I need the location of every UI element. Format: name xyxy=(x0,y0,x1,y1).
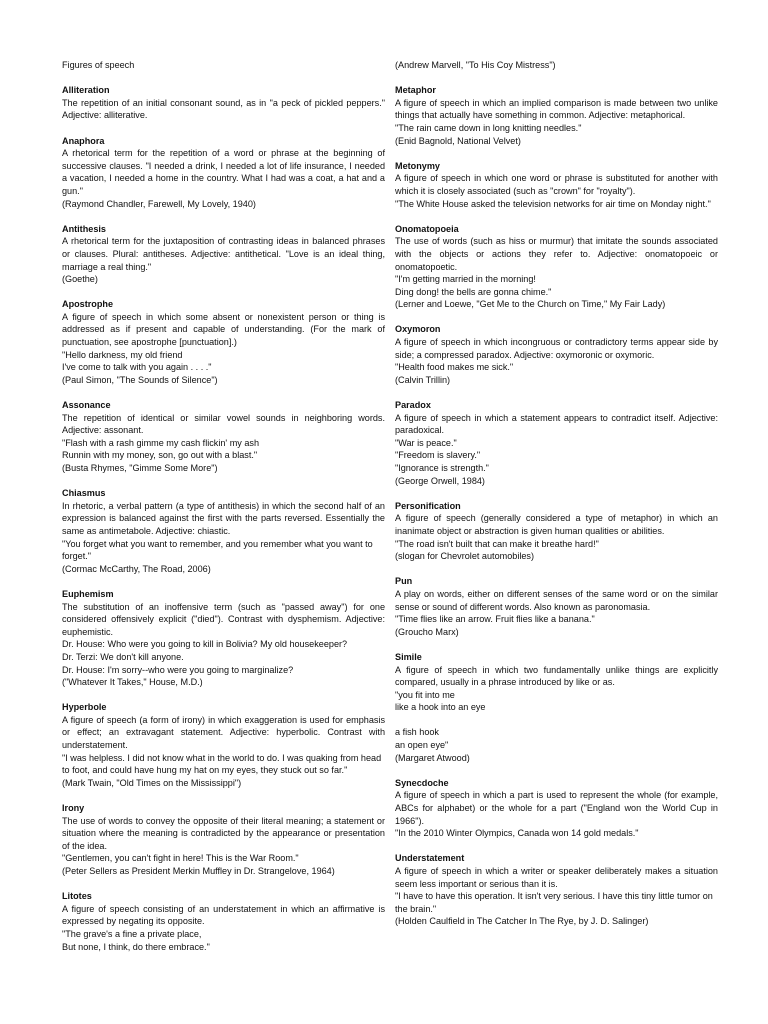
example-line: "Health food makes me sick." xyxy=(395,362,514,373)
example-line: "War is peace." xyxy=(395,437,457,448)
term-heading: Simile xyxy=(395,651,422,662)
term-definition: A figure of speech in which a writer or speaker deliberately makes a situation seem less important or serious than it is. xyxy=(395,866,718,889)
entry-understatement xyxy=(395,852,718,928)
example-line: (Raymond Chandler, Farewell, My Lovely, 1940) xyxy=(62,198,256,209)
entry-synecdoche xyxy=(395,777,718,840)
example-line: Ding dong! the bells are gonna chime." xyxy=(395,286,552,297)
term-heading: Assonance xyxy=(62,400,111,411)
example-line: (Mark Twain, "Old Times on the Mississippi") xyxy=(62,777,242,788)
right-column xyxy=(395,59,718,941)
term-definition: A figure of speech in which two fundamentally unlike things are explicitly compared, usually in a phrase introduced by like or as. xyxy=(395,664,718,688)
entry-litotes xyxy=(62,890,385,953)
example-line: "In the 2010 Winter Olympics, Canada won 14 gold medals." xyxy=(395,828,639,839)
example-line: "The White House asked the television networks for air time on Monday night." xyxy=(395,198,711,209)
entry-oxymoron xyxy=(395,323,718,386)
term-definition: In rhetoric, a verbal pattern (a type of antithesis) in which the second half of an expression is balanced against the first with the parts reversed. Essentially the same as antimetabole. Adjective: chiastic. xyxy=(62,500,385,536)
example-line: an open eye" xyxy=(395,740,449,751)
entry-assonance xyxy=(62,399,385,475)
term-definition: A figure of speech in which incongruous or contradictory terms appear side by side; a compressed paradox. Adjective: oxymoronic or oxymoric. xyxy=(395,337,718,360)
example-line: "Freedom is slavery." xyxy=(395,450,481,461)
term-heading: Euphemism xyxy=(62,588,114,599)
example-line: (slogan for Chevrolet automobiles) xyxy=(395,551,534,562)
example-line: (Busta Rhymes, "Gimme Some More") xyxy=(62,463,218,473)
term-definition: A rhetorical term for the repetition of a word or phrase at the beginning of successive clauses. "I needed a drink, I needed a lot of life insurance, I needed a vacation, I needed a home in the country. What I had was a coat, a hat and a gun." xyxy=(62,148,385,196)
entry-euphemism xyxy=(62,588,385,689)
term-heading: Apostrophe xyxy=(62,299,114,310)
term-heading: Synecdoche xyxy=(395,777,449,788)
example-line: (Groucho Marx) xyxy=(395,626,459,637)
entry-irony xyxy=(62,802,385,878)
entry-alliteration xyxy=(62,84,385,122)
example-line: (George Orwell, 1984) xyxy=(395,475,485,486)
example-line: (Margaret Atwood) xyxy=(395,752,470,763)
example-line: "you fit into me xyxy=(395,689,455,700)
term-definition: A figure of speech in which some absent or nonexistent person or thing is addressed as if present and capable of understanding. (For the mark of punctuation, see apostrophe [punctuation].) xyxy=(62,311,385,348)
term-heading: Onomatopoeia xyxy=(395,223,459,234)
entry-onomatopoeia xyxy=(395,223,718,311)
term-heading: Paradox xyxy=(395,400,431,411)
example-line: a fish hook xyxy=(395,727,439,738)
term-definition: The use of words to convey the opposite of their literal meaning; a statement or situation where the meaning is contradicted by the appearance or presentation of the idea. xyxy=(62,815,385,851)
entry-apostrophe xyxy=(62,298,385,386)
example-line: (Goethe) xyxy=(62,274,98,285)
example-line: "Time flies like an arrow. Fruit flies like a banana." xyxy=(395,614,595,625)
example-line: (Holden Caulfield in The Catcher In The Rye, by J. D. Salinger) xyxy=(395,916,649,927)
term-definition: A figure of speech (generally considered a type of metaphor) in which an inanimate object or abstraction is given human qualities or abilities. xyxy=(395,513,718,536)
example-line: "Gentlemen, you can't fight in here! This is the War Room." xyxy=(62,853,299,864)
example-line: Dr. House: Who were you going to kill in Bolivia? My old housekeeper? xyxy=(62,639,348,650)
citation-continued: (Andrew Marvell, "To His Coy Mistress") xyxy=(395,60,556,70)
example-line: But none, I think, do there embrace." xyxy=(62,941,210,952)
entry-simile xyxy=(395,651,718,764)
term-heading: Oxymoron xyxy=(395,324,441,335)
term-heading: Litotes xyxy=(62,891,92,902)
example-line: "Ignorance is strength." xyxy=(395,463,489,473)
term-heading: Metonymy xyxy=(395,160,440,171)
term-definition: The substitution of an inoffensive term (such as "passed away") for one considered offensively explicit ("died"). Contrast with dysphemism. Adjective: euphemistic. xyxy=(62,601,385,637)
example-line: Dr. Terzi: We don't kill anyone. xyxy=(62,651,184,662)
term-heading: Personification xyxy=(395,500,461,511)
term-definition: A figure of speech in which an implied comparison is made between two unlike things that actually have something in common. Adjective: metaphorical. xyxy=(395,97,718,121)
term-definition: A figure of speech consisting of an understatement in which an affirmative is expressed by negating its opposite. xyxy=(62,903,385,927)
entry-antithesis xyxy=(62,223,385,286)
entry-chiasmus xyxy=(62,487,385,575)
example-line: (Calvin Trillin) xyxy=(395,374,451,385)
example-line: "I was helpless. I did not know what in the world to do. I was quaking from head to foot, and could have hung my hat on my eyes, they stuck out so far." xyxy=(62,752,384,776)
example-line: (Enid Bagnold, National Velvet) xyxy=(395,135,521,146)
document-title: Figures of speech xyxy=(62,60,135,70)
entry-metaphor xyxy=(395,84,718,147)
example-line: (Lerner and Loewe, "Get Me to the Church on Time," My Fair Lady) xyxy=(395,299,666,310)
term-heading: Understatement xyxy=(395,853,465,864)
term-heading: Chiasmus xyxy=(62,488,106,499)
example-line: "The grave's a fine a private place, xyxy=(62,928,202,939)
term-definition: A figure of speech (a form of irony) in which exaggeration is used for emphasis or effect; an extravagant statement. Adjective: hyperbolic. Contrast with understatement. xyxy=(62,714,385,751)
example-line: "Hello darkness, my old friend xyxy=(62,349,183,360)
example-line: (Paul Simon, "The Sounds of Silence") xyxy=(62,374,218,385)
term-definition: The repetition of identical or similar vowel sounds in neighboring words. Adjective: assonant. xyxy=(62,412,385,436)
example-line: I've come to talk with you again . . . ." xyxy=(62,362,212,373)
term-definition: A figure of speech in which one word or phrase is substituted for another with which it is closely associated (such as "crown" for "royalty"). xyxy=(395,173,718,196)
example-line: "I have to have this operation. It isn't very serious. I have this tiny little tumor on the brain." xyxy=(395,891,716,914)
entry-personification xyxy=(395,500,718,563)
entry-anaphora xyxy=(62,135,385,211)
example-line: "The rain came down in long knitting needles." xyxy=(395,122,582,133)
term-definition: A play on words, either on different senses of the same word or on the similar sense or sound of different words. Also known as paronomasia. xyxy=(395,588,718,612)
example-line: (Peter Sellers as President Merkin Muffley in Dr. Strangelove, 1964) xyxy=(62,866,335,876)
entry-paradox xyxy=(395,399,718,487)
entry-hyperbole xyxy=(62,701,385,789)
example-line: ("Whatever It Takes," House, M.D.) xyxy=(62,677,203,688)
term-heading: Anaphora xyxy=(62,135,105,146)
term-heading: Hyperbole xyxy=(62,702,107,713)
term-definition: A rhetorical term for the juxtaposition of contrasting ideas in balanced phrases or clauses. Plural: antitheses. Adjective: antithetical. "Love is an ideal thing, marriage a real thing." xyxy=(62,236,385,272)
entry-pun xyxy=(395,575,718,638)
example-line: "Flash with a rash gimme my cash flickin' my ash xyxy=(62,437,259,448)
term-definition: A figure of speech in which a statement appears to contradict itself. Adjective: paradoxical. xyxy=(395,412,718,436)
example-line: like a hook into an eye xyxy=(395,702,486,713)
example-line: Dr. House: I'm sorry--who were you going to marginalize? xyxy=(62,664,294,675)
term-definition: The repetition of an initial consonant sound, as in "a peck of pickled peppers." Adjective: alliterative. xyxy=(62,97,385,121)
example-line: "I'm getting married in the morning! xyxy=(395,274,536,285)
term-heading: Irony xyxy=(62,803,85,814)
term-heading: Metaphor xyxy=(395,85,436,96)
entry-metonymy xyxy=(395,160,718,210)
term-definition: A figure of speech in which a part is used to represent the whole (for example, ABCs for alphabet) or the whole for a part ("England won the World Cup in 1966"). xyxy=(395,790,718,826)
example-line: "You forget what you want to remember, and you remember what you want to forget." xyxy=(62,538,376,562)
example-line xyxy=(395,714,718,727)
term-heading: Antithesis xyxy=(62,223,106,234)
term-definition: The use of words (such as hiss or murmur) that imitate the sounds associated with the objects or actions they refer to. Adjective: onomatopoeic or onomatopoetic. xyxy=(395,236,718,272)
left-column xyxy=(62,59,385,966)
term-heading: Alliteration xyxy=(62,85,110,96)
example-line: (Cormac McCarthy, The Road, 2006) xyxy=(62,563,211,574)
example-line: Runnin with my money, son, go out with a blast." xyxy=(62,450,258,461)
term-heading: Pun xyxy=(395,576,413,587)
example-line: "The road isn't built that can make it breathe hard!" xyxy=(395,538,599,549)
